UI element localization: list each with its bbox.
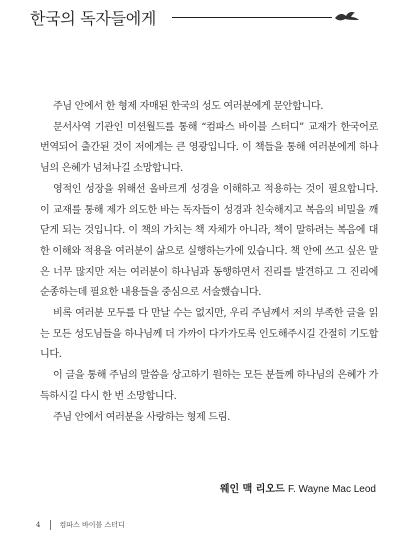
paragraph-greeting: 주님 안에서 한 형제 자매된 한국의 성도 여러분에게 문안합니다.: [53, 101, 324, 112]
paragraph-closing: 주님 안에서 여러분을 사랑하는 형제 드림.: [53, 411, 230, 423]
paragraph-blessing: 이 글을 통해 주님의 말씀을 상고하기 원하는 모든 분들께 하나님의 은혜가 가득하시길 다시 한 번 소망합니다.: [40, 370, 378, 402]
bird-ornament-icon: [334, 9, 360, 23]
paragraph-purpose: 영적인 성장을 위해선 올바르게 성경을 이해하고 적용하는 것이 필요합니다. 이 교재를 통해 제가 의도한 바는 독자들이 성경과 친숙해지고 복음의 비밀을 깨닫게 되는 것입니다. 이 책의 가치는 책 자체가 아니라, 책이 말하려는 복음에 대한 이해와 적용을 여러분이 삶으로 실행하는가에 있습니다. 책 안에 쓰고 싶은 말은 너무 많지만 저는 여러분이 하나님과 동행하면서 진리를 발견하고 그 진리에 순종하는데 필요한 내용들을 중심으로 서술했습니다.: [40, 183, 378, 299]
author-name-english: F. Wayne Mac Leod: [287, 484, 376, 495]
footer-book-title: 컴파스 바이블 스터디: [59, 521, 125, 529]
footer-divider: [50, 520, 51, 530]
paragraph-publication: 문서사역 기관인 미션월드를 통해 “컴파스 바이블 스터디” 교재가 한국어로 번역되어 출간된 것이 저에게는 큰 영광입니다. 이 책들을 통해 여러분에게 하나님의 은혜가 넘쳐나길 소망합니다.: [40, 121, 378, 175]
letter-body: [40, 97, 378, 428]
author-signature: [220, 480, 376, 495]
page-number: 4: [36, 521, 41, 529]
author-name-korean: 웨인 맥 리오드: [219, 484, 285, 495]
page-heading: 한국의 독자들에게: [30, 9, 157, 28]
heading-rule: [172, 17, 332, 18]
page-footer: [36, 520, 125, 530]
paragraph-prayer: 비록 여러분 모두를 다 만날 수는 없지만, 우리 주님께서 저의 부족한 글을 읽는 모든 성도님들을 하나님께 더 가까이 다가가도록 인도해주시길 간절히 기도합니다.: [40, 308, 378, 361]
